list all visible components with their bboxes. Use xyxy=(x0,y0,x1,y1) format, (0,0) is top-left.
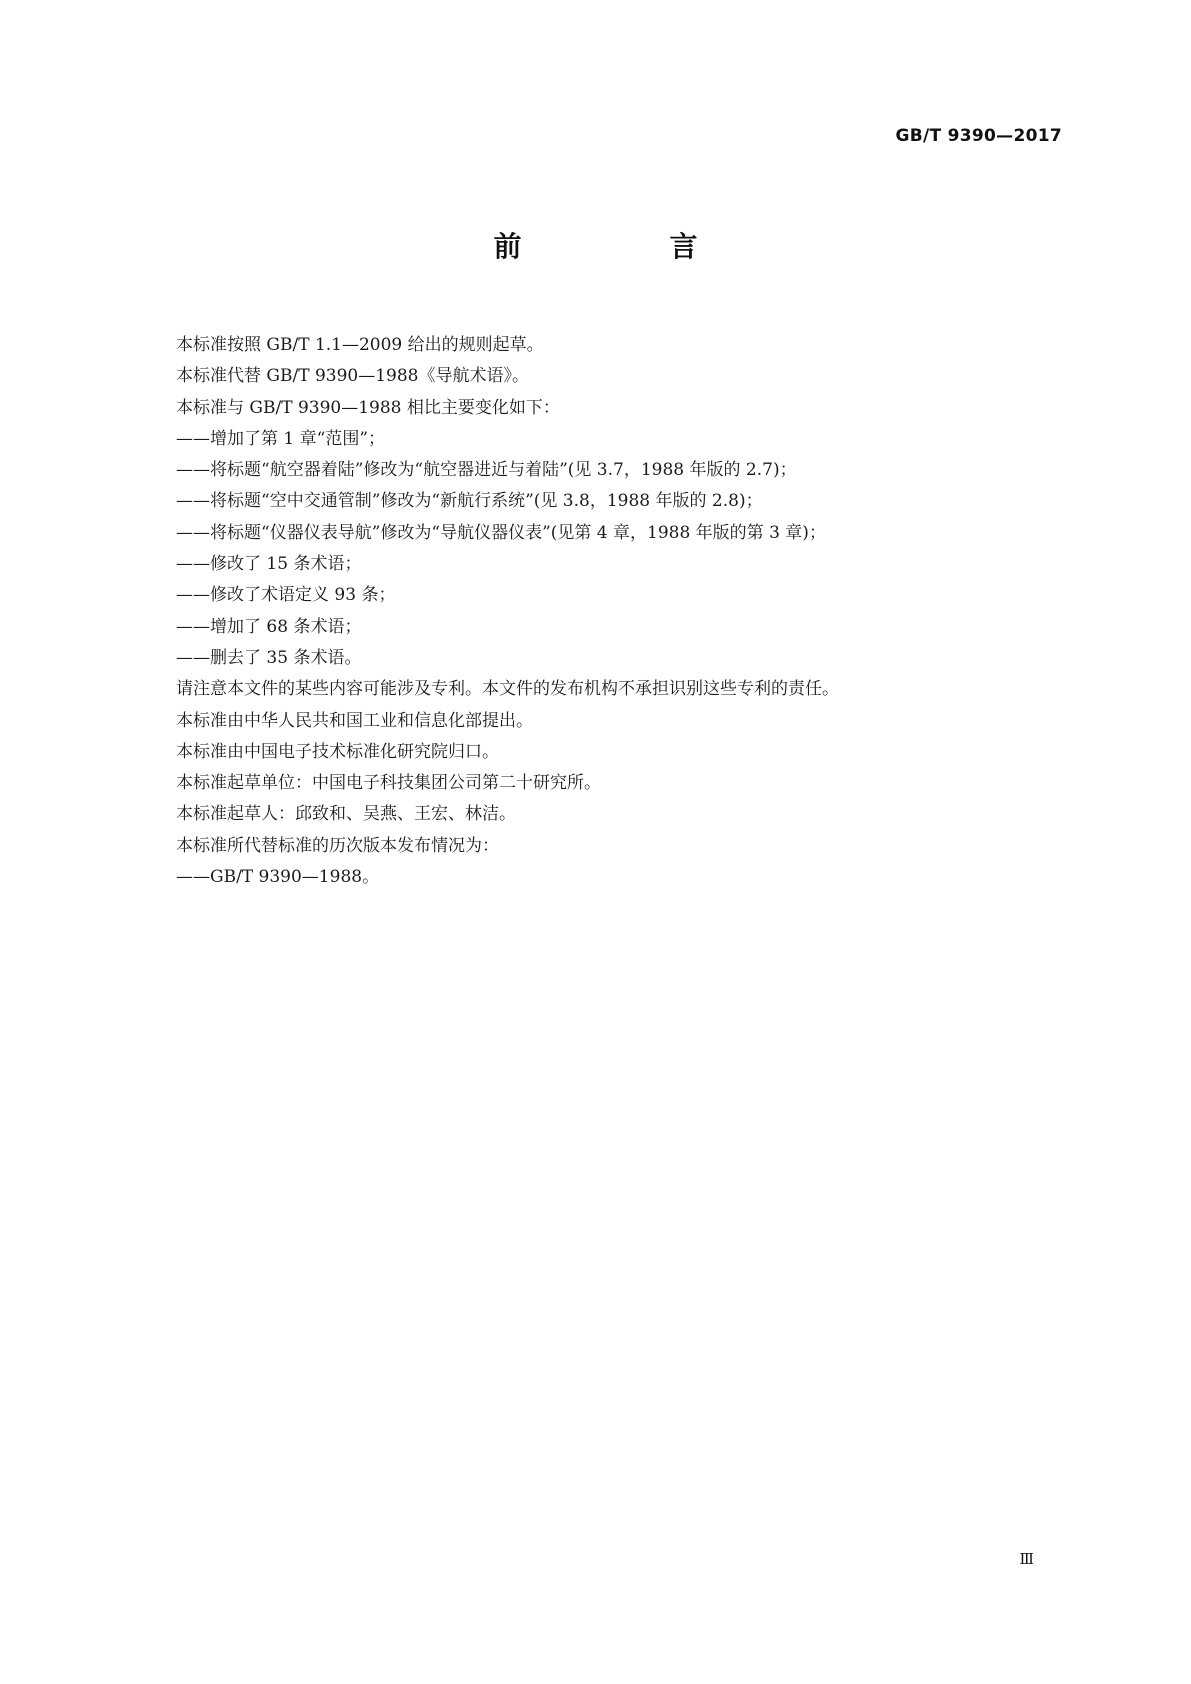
paragraph: 请注意本文件的某些内容可能涉及专利。本文件的发布机构不承担识别这些专利的责任。 xyxy=(176,679,839,700)
paragraph: 本标准与 GB/T 9390—1988 相比主要变化如下： xyxy=(176,397,560,418)
change-list-item: ——删去了 35 条术语。 xyxy=(176,647,362,668)
change-list-item: ——增加了 68 条术语； xyxy=(176,616,362,637)
standard-code: GB/T 9390—2017 xyxy=(895,126,1062,146)
change-list-item: ——将标题“仪器仪表导航”修改为“导航仪器仪表”(见第 4 章，1988 年版的第 3 章)； xyxy=(176,522,826,543)
paragraph: 本标准由中国电子技术标准化研究院归口。 xyxy=(176,741,499,762)
change-list-item: ——修改了 15 条术语； xyxy=(176,554,362,575)
paragraph: 本标准按照 GB/T 1.1—2009 给出的规则起草。 xyxy=(176,335,544,355)
page-number: Ⅲ xyxy=(1019,1550,1034,1568)
page-title: 前 言 xyxy=(493,230,758,263)
change-list-item: ——增加了第 1 章“范围”； xyxy=(176,428,386,449)
change-list-item: ——将标题“航空器着陆”修改为“航空器进近与着陆”(见 3.7，1988 年版的 2.7)； xyxy=(176,460,797,481)
paragraph: 本标准起草单位：中国电子科技集团公司第二十研究所。 xyxy=(176,773,601,794)
version-list-item: ——GB/T 9390—1988。 xyxy=(176,867,380,888)
foreword-body xyxy=(176,330,1056,893)
paragraph: 本标准代替 GB/T 9390—1988《导航术语》。 xyxy=(176,366,529,387)
paragraph: 本标准由中华人民共和国工业和信息化部提出。 xyxy=(176,710,533,731)
paragraph: 本标准所代替标准的历次版本发布情况为： xyxy=(176,835,499,856)
change-list-item: ——将标题“空中交通管制”修改为“新航行系统”(见 3.8，1988 年版的 2.8)； xyxy=(176,491,763,512)
change-list-item: ——修改了术语定义 93 条； xyxy=(176,585,396,606)
paragraph: 本标准起草人：邱致和、吴燕、王宏、林洁。 xyxy=(176,804,516,825)
